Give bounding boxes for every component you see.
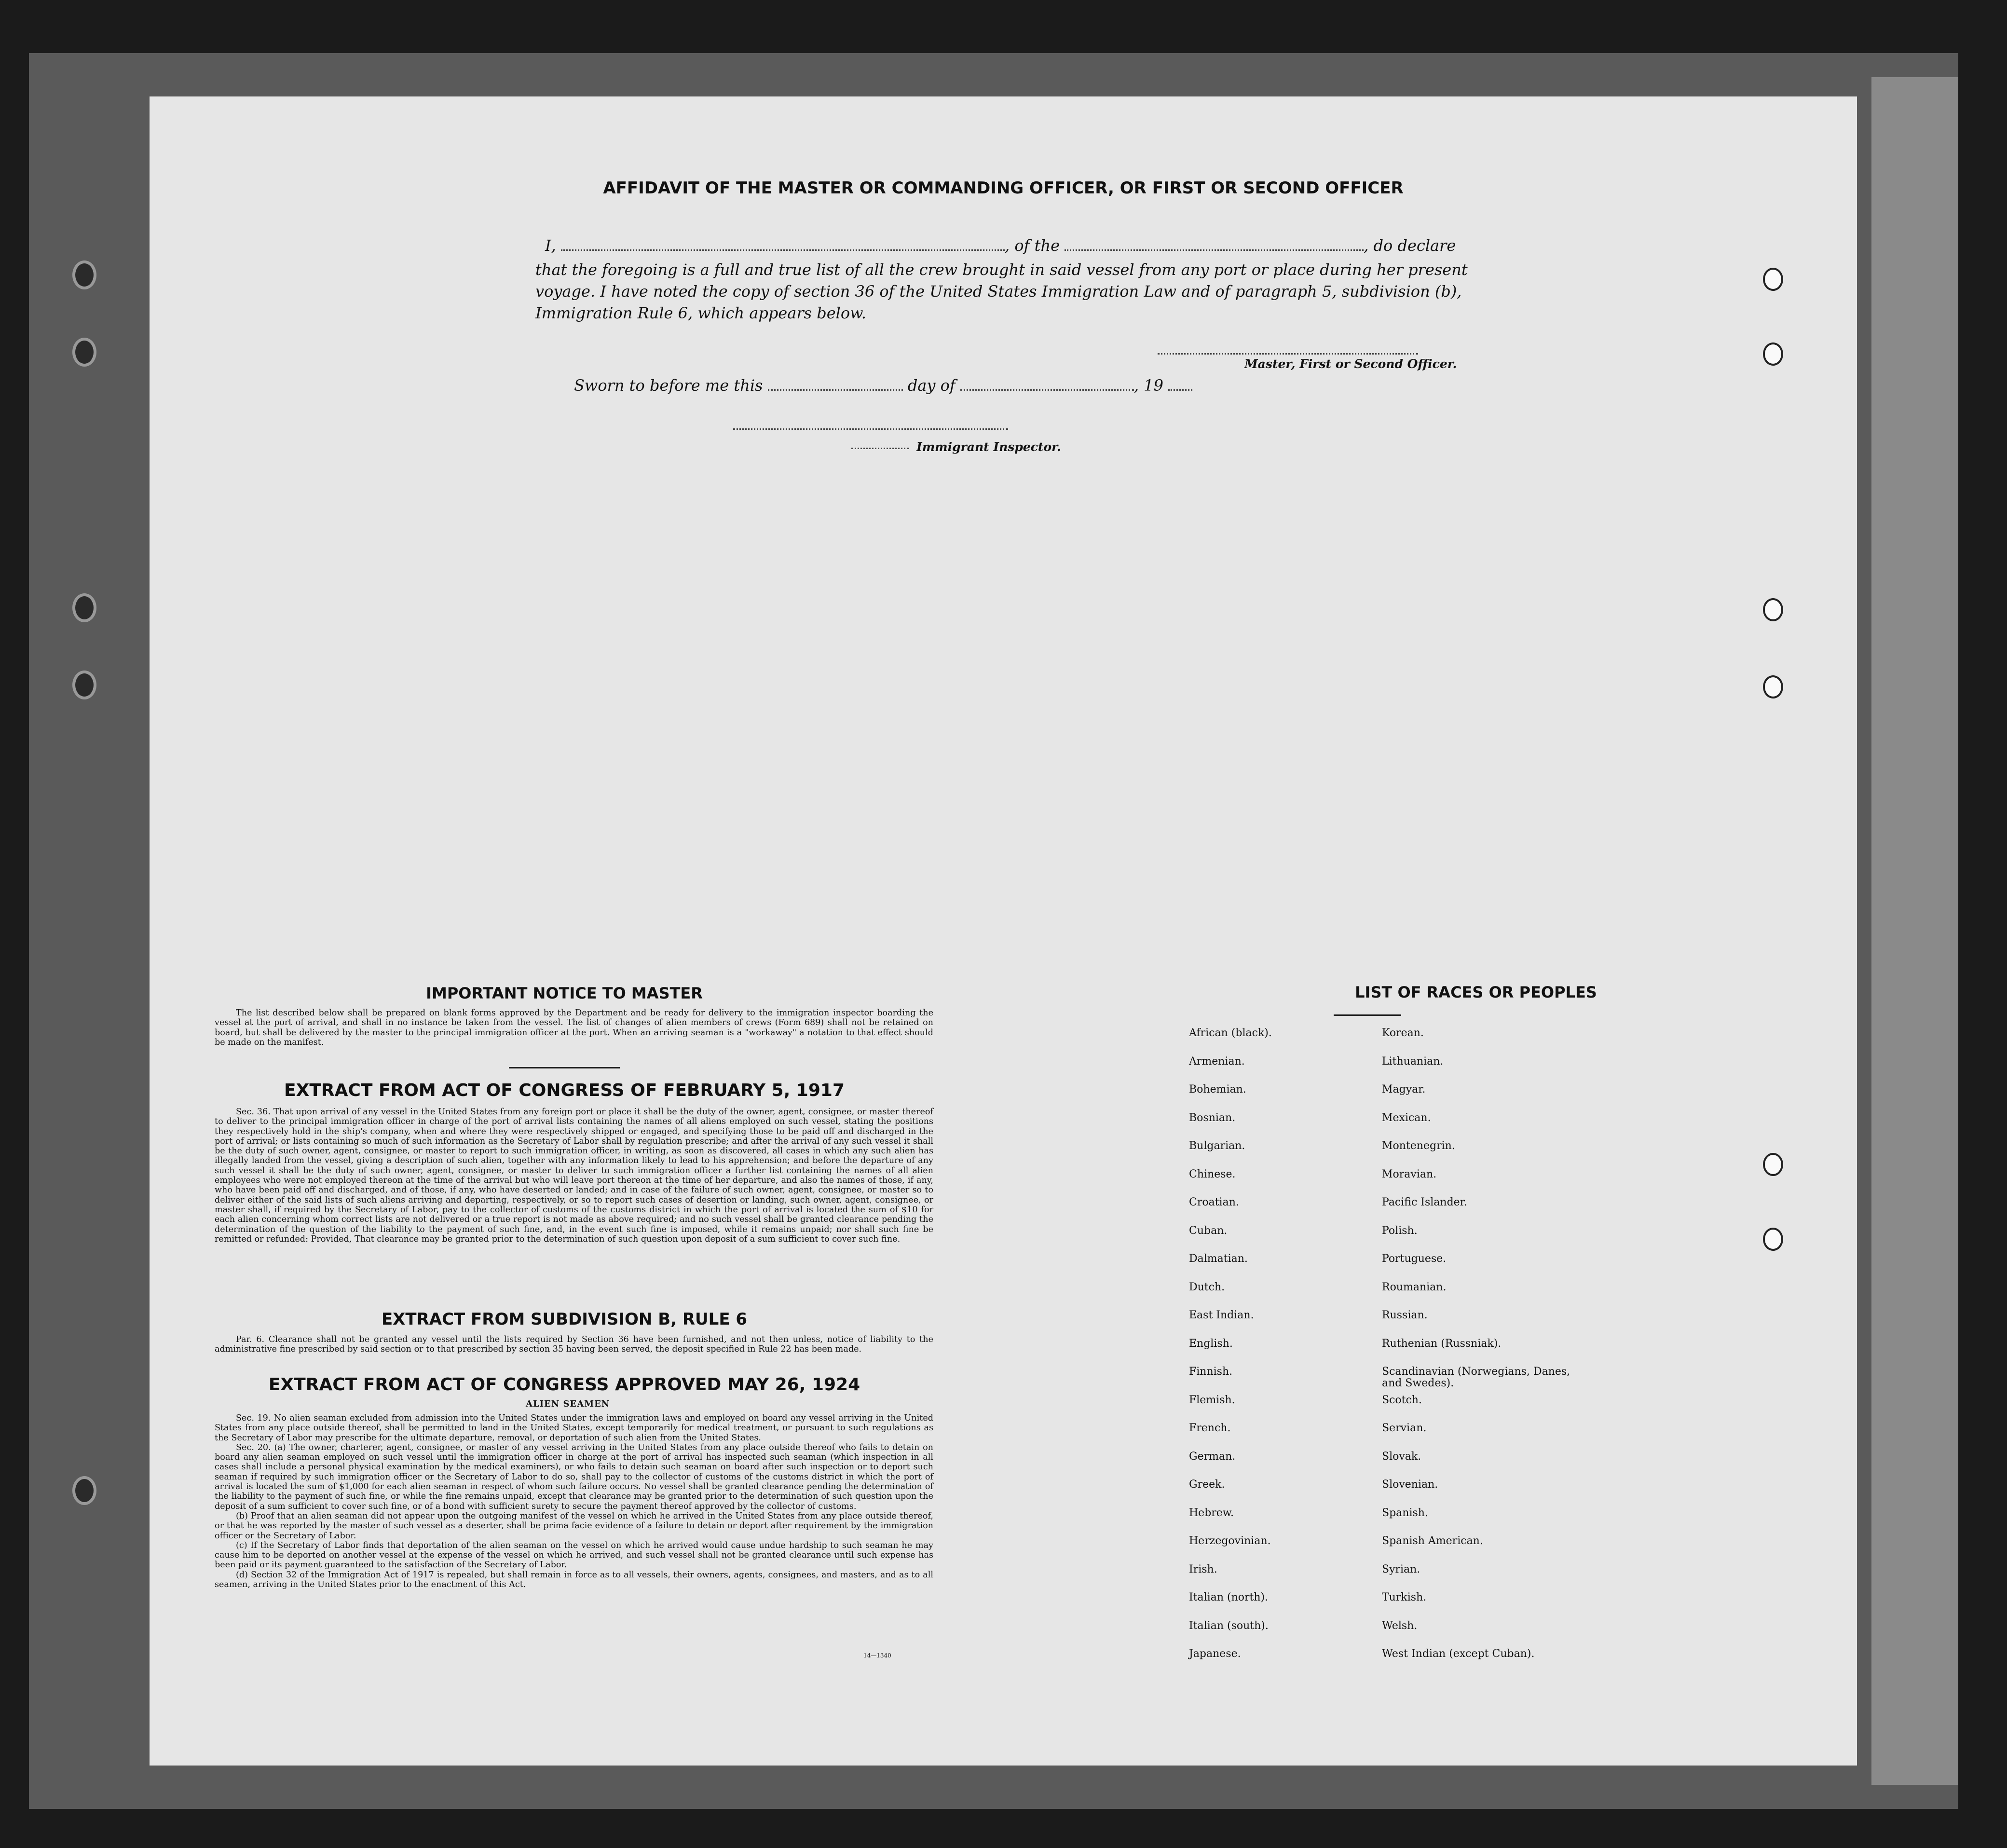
race-item: Servian. xyxy=(1382,1422,1427,1434)
race-item: Armenian. xyxy=(1189,1055,1245,1068)
master-signature-line[interactable] xyxy=(1158,353,1418,355)
section-20b: (b) Proof that an alien seaman did not appear upon the outgoing manifest of the vessel on which he arrived in the United States from any place outside thereof, or that he was reported by the master of such vessel as a deserter, shall be prima facie evidence of a failure to detain or deport after requirement by the immigration officer or the Secretary of Labor. xyxy=(215,1511,933,1541)
race-item: Italian (south). xyxy=(1189,1619,1269,1632)
punch-hole xyxy=(1763,675,1783,698)
affidavit-line-1 xyxy=(545,236,1456,255)
race-item: Russian. xyxy=(1382,1309,1428,1321)
form-number: 14—1340 xyxy=(863,1652,891,1659)
sworn-day-field[interactable] xyxy=(768,389,903,391)
race-item: Finnish. xyxy=(1189,1366,1233,1378)
race-item: Spanish. xyxy=(1382,1506,1428,1519)
race-item: Cuban. xyxy=(1189,1224,1228,1237)
section-20c: (c) If the Secretary of Labor finds that deportation of the alien seaman on the vessel on which he arrived would cause undue hardship to such seaman he may cause him to be deported on another vessel at the expense of the vessel on which he arrived, and such vessel shall not be granted clearance until such expense has been paid or its payment guaranteed to the satisfaction of the Secretary of Labor. xyxy=(215,1540,933,1570)
binder-hole xyxy=(72,593,96,622)
inspector-caption: Immigrant Inspector. xyxy=(916,440,1061,454)
race-item: Scotch. xyxy=(1382,1394,1422,1406)
of-the-label: , of the xyxy=(1004,236,1060,255)
inspector-short-line xyxy=(851,448,909,449)
sworn-label: Sworn to before me this xyxy=(574,376,763,395)
race-item: Dutch. xyxy=(1189,1281,1225,1293)
race-item: Herzegovinian. xyxy=(1189,1535,1271,1547)
punch-hole xyxy=(1763,342,1783,366)
master-caption: Master, First or Second Officer. xyxy=(1244,357,1457,371)
race-item: Roumanian. xyxy=(1382,1281,1447,1293)
race-item: Hebrew. xyxy=(1189,1506,1234,1519)
race-item: English. xyxy=(1189,1337,1233,1350)
race-item: Spanish American. xyxy=(1382,1535,1483,1547)
year-label: , 19 xyxy=(1133,376,1163,395)
affidavit-line-3: voyage. I have noted the copy of section 36 of the United States Immigration Law and of paragraph 5, subdivision (b), xyxy=(535,282,1462,301)
binder-hole xyxy=(72,338,96,367)
affidavit-title: AFFIDAVIT OF THE MASTER OR COMMANDING OFFICER, OR FIRST OR SECOND OFFICER xyxy=(603,178,1404,198)
day-of-label: day of xyxy=(907,376,956,395)
race-item: East Indian. xyxy=(1189,1309,1254,1321)
race-item: Mexican. xyxy=(1382,1111,1431,1124)
punch-hole xyxy=(1763,268,1783,291)
extract-1917-text: Sec. 36. That upon arrival of any vessel in the United States from any foreign port or place it shall be the duty of the owner, agent, consignee, or master thereof to deliver to the principal immigration officer in charge of the port of arrival lists containing the names of all aliens employed on such vessel, stating the positions they respectively hold in the ship's company, when and where they were respectively shipped or engaged, and specifying those to be paid off and discharged in the port of arrival; or lists containing so much of such information as the Secretary of Labor shall by regulation prescribe; and after the arrival of any such vessel it shall be the duty of such owner, agent, consignee, or master to report to such immigration officer, in writing, as soon as discovered, all cases in which any such alien has illegally landed from the vessel, giving a description of such alien, together with any information likely to lead to his apprehension; and before the departure of any such vessel it shall be the duty of such owner, agent, consignee, or master to deliver to such immigration officer a further list containing the names of all alien employees who were not employed thereon at the time of the arrival but who will leave port thereon at the time of her departure, and also the names of those, if any, who have been paid off and discharged, and of those, if any, who have deserted or landed; and in case of the failure of such owner, agent, consignee, or master so to deliver either of the said lists of such aliens arriving and departing, respectively, or so to report such cases of desertion or landing, such owner, agent, consignee, or master shall, if required by the Secretary of Labor, pay to the collector of customs of the customs district in which the port of arrival is located the sum of $10 for each alien concerning whom correct lists are not delivered or a true report is not made as above required; and no such vessel shall be granted clearance pending the determination of the question of the liability to the payment of such fine, and, in the event such fine is imposed, while it remains unpaid; nor shall such fine be remitted or refunded: Provided, That clearance may be granted prior to the determination of such question upon deposit of a sum sufficient to cover such fine. xyxy=(215,1107,933,1244)
vessel-field[interactable] xyxy=(1065,249,1364,251)
extract-1917-heading: EXTRACT FROM ACT OF CONGRESS OF FEBRUARY 5, 1917 xyxy=(284,1081,845,1100)
race-item: Italian (north). xyxy=(1189,1591,1269,1603)
race-item: German. xyxy=(1189,1450,1236,1463)
underlying-page xyxy=(1871,77,1958,1785)
affidavit-line-2: that the foregoing is a full and true list of all the crew brought in said vessel from any port or place during her present xyxy=(535,260,1468,279)
extract-rule6-text: Par. 6. Clearance shall not be granted any vessel until the lists required by Section 36 have been furnished, and not then unless, notice of liability to the administrative fine prescribed by said section or to that prescribed by section 35 having been served, the deposit specified in Rule 22 has been made. xyxy=(215,1335,933,1355)
punch-hole xyxy=(1763,1228,1783,1251)
punch-hole xyxy=(1763,1153,1783,1176)
extract-1924-heading: EXTRACT FROM ACT OF CONGRESS APPROVED MAY 26, 1924 xyxy=(268,1375,860,1395)
race-item: Lithuanian. xyxy=(1382,1055,1444,1068)
race-item: Moravian. xyxy=(1382,1168,1437,1180)
sworn-month-field[interactable] xyxy=(960,389,1134,391)
binder-hole xyxy=(72,671,96,699)
extract-1924-text xyxy=(215,1413,933,1589)
race-item: Japanese. xyxy=(1189,1648,1241,1660)
race-item: Chinese. xyxy=(1189,1168,1236,1180)
declare-label: , do declare xyxy=(1364,236,1456,255)
race-item: West Indian (except Cuban). xyxy=(1382,1648,1535,1660)
name-field[interactable] xyxy=(561,249,1005,251)
section-20d: (d) Section 32 of the Immigration Act of 1917 is repealed, but shall remain in force as to all vessels, their owners, agents, consignees, and masters, and as to all seamen, arriving in the United States prior to the enactment of this Act. xyxy=(215,1570,933,1590)
race-item: Montenegrin. xyxy=(1382,1140,1455,1152)
race-item: Magyar. xyxy=(1382,1083,1426,1095)
inspector-signature-line[interactable] xyxy=(733,428,1008,430)
notice-heading: IMPORTANT NOTICE TO MASTER xyxy=(426,984,703,1002)
race-item: Irish. xyxy=(1189,1563,1217,1575)
race-item: Slovak. xyxy=(1382,1450,1421,1463)
alien-seamen-subheading: ALIEN SEAMEN xyxy=(526,1399,610,1409)
race-item: Syrian. xyxy=(1382,1563,1420,1575)
race-item: Turkish. xyxy=(1382,1591,1427,1603)
race-item: Flemish. xyxy=(1189,1394,1235,1406)
race-item: Korean. xyxy=(1382,1027,1424,1039)
affidavit-line-4: Immigration Rule 6, which appears below. xyxy=(535,304,866,322)
race-item: Greek. xyxy=(1189,1478,1225,1491)
punch-hole xyxy=(1763,598,1783,621)
extract-rule6-heading: EXTRACT FROM SUBDIVISION B, RULE 6 xyxy=(381,1310,748,1329)
sworn-line xyxy=(574,376,1192,395)
race-item: Welsh. xyxy=(1382,1619,1418,1632)
section-19: Sec. 19. No alien seaman excluded from admission into the United States under the immigration laws and employed on board any vessel arriving in the United States from any place outside thereof, shall be permitted to land in the United States, except temporarily for medical treatment, or pursuant to such regulations as the Secretary of Labor may prescribe for the ultimate departure, removal, or deportation of such alien from the United States. xyxy=(215,1413,933,1443)
affidavit-i: I, xyxy=(545,236,556,255)
race-item: Ruthenian (Russniak). xyxy=(1382,1337,1502,1350)
races-heading: LIST OF RACES OR PEOPLES xyxy=(1355,983,1597,1001)
race-item: Dalmatian. xyxy=(1189,1253,1248,1265)
race-item: Pacific Islander. xyxy=(1382,1196,1467,1208)
race-item: Polish. xyxy=(1382,1224,1418,1237)
race-item: African (black). xyxy=(1189,1027,1272,1039)
race-item: Bohemian. xyxy=(1189,1083,1246,1095)
section-20a: Sec. 20. (a) The owner, charterer, agent, consignee, or master of any vessel arriving in the United States from any place outside thereof who fails to detain on board any alien seaman employed on such vessel until the immigration officer in charge at the port of arrival has inspected such seaman (which inspection in all cases shall include a personal physical examination by the medical examiners), or who fails to detain such seaman on board after such inspection or to deport such seaman if required by such immigration officer or the Secretary of Labor to do so, shall pay to the collector of customs of the customs district in which the port of arrival is located the sum of $1,000 for each alien seaman in respect of whom such failure occurs. No vessel shall be granted clearance pending the determination of the liability to the payment of such fine, or while the fine remains unpaid, except that clearance may be granted prior to the determination of such question upon the deposit of a sum sufficient to cover such fine, or of a bond with sufficient surety to secure the payment thereof approved by the collector of customs. xyxy=(215,1442,933,1511)
race-item: Slovenian. xyxy=(1382,1478,1438,1491)
divider xyxy=(1334,1014,1401,1016)
divider xyxy=(509,1067,620,1068)
binder-hole xyxy=(72,1476,96,1505)
race-item: French. xyxy=(1189,1422,1231,1434)
race-item: Croatian. xyxy=(1189,1196,1239,1208)
race-item: Portuguese. xyxy=(1382,1253,1447,1265)
sworn-year-field[interactable] xyxy=(1168,389,1192,391)
binder-hole xyxy=(72,260,96,289)
race-item: Bulgarian. xyxy=(1189,1140,1245,1152)
race-item: Scandinavian (Norwegians, Danes, and Swedes). xyxy=(1382,1366,1570,1389)
manifest-page xyxy=(150,96,1857,1766)
race-item: Bosnian. xyxy=(1189,1111,1236,1124)
notice-text: The list described below shall be prepared on blank forms approved by the Department and be ready for delivery to the immigration inspector boarding the vessel at the port of arrival, and shall in no instance be taken from the vessel. The list of changes of alien members of crews (Form 689) shall not be retained on board, but shall be delivered by the master to the principal immigration officer at the port. When an arriving seaman is a "workaway" a notation to that effect should be made on the manifest. xyxy=(215,1008,933,1047)
